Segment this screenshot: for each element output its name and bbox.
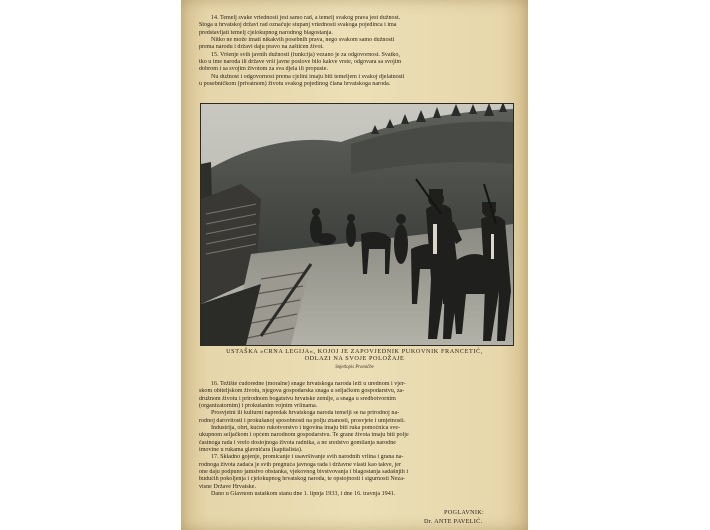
caption-line-1: USTAŠKA »CRNA LEGIJA«, KOJOJ JE ZAPOVJEDNIK PUKOVNIK FRANCETIĆ, xyxy=(226,348,483,355)
text-line: (organizatornim) i prokušanim vojnim vrlinama. xyxy=(199,403,318,410)
text-line: skom obiteljskom životu, njegova gospodarska snaga u seljačkom gospodarstvu, za- xyxy=(199,388,405,395)
text-line: dobrom i sa svojim životom za sva djela ili propuste. xyxy=(199,66,328,73)
text-line: visne Države Hrvatske. xyxy=(199,483,257,490)
text-line: družnom životu i prirodnom bogatstvu hrvatske zemlje, a snaga u sredbotvornim xyxy=(199,395,396,402)
text-line: Nitko ne može imati nikakvih posebnih prava, nego svakom samo dužnosti xyxy=(211,37,395,44)
photo-caption xyxy=(181,348,528,363)
text-line: Dano u Glavnom ustaškom stanu dne 1. lipnja 1933, i dne 16. travnja 1941. xyxy=(211,491,396,498)
photograph-men-with-horses-icon xyxy=(201,104,513,345)
text-line: tko u ime naroda ili države vrši javne poslove bilo kakve vrste, odgovara sa svojim xyxy=(199,59,402,66)
text-line: Prosvjetni ili kulturni napredak hrvatskoga naroda temelji se na prirodnoj na- xyxy=(211,410,400,417)
text-line: 15. Vršenje svih javnih dužnosti (funkcija) vezano je za odgovornost. Svatko, xyxy=(211,51,400,58)
book-page xyxy=(181,0,528,530)
text-line: rodnoga života zadaća je svih pregnuća javnoga rada i državne vlasti kao takve, jer xyxy=(199,461,402,468)
text-line: častnoga rada i vrelo dostojnoga života radnika, a ne sredstvo gomilanja narodne xyxy=(199,439,396,446)
text-line: budućih pokoljenja i cjelokupnog hrvatskog naroda, te opstojnosti i sigurnosti Neza- xyxy=(199,476,405,483)
signature-name: Dr. ANTE PAVELIĆ. xyxy=(424,518,483,525)
signature-title: POGLAVNIK: xyxy=(444,509,485,516)
text-line: 14. Temelj svake vriednosti jest samo rad, a temelj svakog prava jest dužnost. xyxy=(211,15,401,21)
text-line: u posebničkom (privatnom) životu svakog pojedinog člana hrvatskoga naroda. xyxy=(199,81,391,88)
text-line: rodnoj darovitosti i prokušanoj sposobnosti na polju znanosti, prosvjete i umjetnosti. xyxy=(199,417,406,424)
text-line: 16. Težište ćudoredne (moralne) snage hrvatskoga naroda leži u urednom i vjer- xyxy=(211,381,406,387)
photo-credit: Snjetlopis Promičbe xyxy=(335,365,374,370)
photograph xyxy=(200,103,514,346)
text-line: ukupnom seljačkom i općem narodnom gospodarstvu. Te grane života imaju biti polje xyxy=(199,432,409,439)
text-line: predstavljati temelj cjelokupnog narodnog blagostanja. xyxy=(199,29,333,36)
bottom-text-block xyxy=(199,381,510,499)
text-line: 17. Skladno gojenje, promicanje i usavršivanje svih narodnih vrlina i grana na- xyxy=(211,454,404,461)
text-line: prema narodu i državi daju pravo na zaštićen život. xyxy=(199,44,324,51)
text-line: Nu dužnost i odgovornost prema cjelini imaju biti temeljem i svakoj djelatnosti xyxy=(211,73,405,80)
caption-line-2: ODLAZI NA SVOJE POLOŽAJE xyxy=(304,355,405,363)
text-line: imovine u rukama glavničara (kapitalista). xyxy=(199,447,303,454)
text-line: one daju podpuno jamstvo obstanka, vjekovnog bivstvovanja i blagostanja sadašnjih i xyxy=(199,469,409,476)
top-text-block xyxy=(199,15,510,88)
text-line: Industrija, obrt, kućno rukotvorstvo i trgovina imaju biti ruka pomoćnica sve- xyxy=(211,425,401,432)
text-line: Stoga u hrvatskoj državi rad označuje stupanj vriednosti svakoga pojedinca i ima xyxy=(199,22,397,29)
